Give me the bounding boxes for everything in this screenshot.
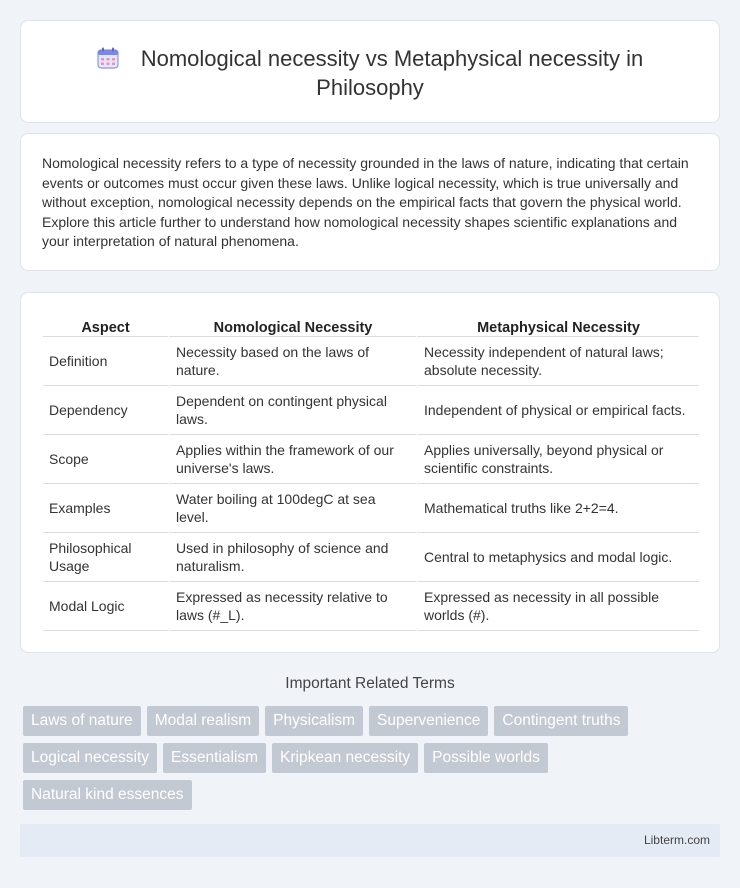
table-cell: Applies within the framework of our universe's laws. [168, 435, 416, 484]
intro-paragraph: Nomological necessity refers to a type of necessity grounded in the laws of nature, indicating that certain events or outcomes must occur given these laws. Unlike logical necessity, which is true universally and without exception, nomological necessity depends on the empirical facts that govern the physical world. Explore this article further to understand how nomological necessity shapes scientific explanations and your interpretation of natural phenomena. [42, 155, 689, 250]
table-cell: Definition [43, 337, 168, 386]
footer [20, 824, 720, 857]
table-cell: Necessity based on the laws of nature. [168, 337, 416, 386]
table-header-row [43, 316, 699, 337]
related-term-tag[interactable]: Possible worlds [424, 743, 548, 773]
table-row [43, 337, 699, 386]
column-header: Metaphysical Necessity [416, 316, 699, 337]
page-title [61, 44, 679, 102]
table-cell: Expressed as necessity relative to laws (#_L). [168, 582, 416, 631]
table-cell: Scope [43, 435, 168, 484]
table-cell: Independent of physical or empirical facts. [416, 386, 699, 435]
table-row [43, 582, 699, 631]
comparison-table [43, 316, 699, 631]
table-cell: Central to metaphysics and modal logic. [416, 533, 699, 582]
header-card [20, 20, 720, 123]
table-cell: Modal Logic [43, 582, 168, 631]
table-cell: Dependent on contingent physical laws. [168, 386, 416, 435]
table-cell: Expressed as necessity in all possible worlds (#). [416, 582, 699, 631]
table-cell: Philosophical Usage [43, 533, 168, 582]
column-header: Aspect [43, 316, 168, 337]
related-term-tag[interactable]: Supervenience [369, 706, 488, 736]
table-row [43, 435, 699, 484]
related-terms-list [23, 706, 703, 810]
column-header: Nomological Necessity [168, 316, 416, 337]
table-cell: Applies universally, beyond physical or scientific constraints. [416, 435, 699, 484]
footer-site-link[interactable]: Libterm.com [643, 833, 710, 847]
table-cell: Examples [43, 484, 168, 533]
calendar-icon [97, 47, 119, 69]
title-text: Nomological necessity vs Metaphysical necessity in Philosophy [140, 46, 644, 100]
related-term-tag[interactable]: Kripkean necessity [272, 743, 418, 773]
table-row [43, 386, 699, 435]
related-term-tag[interactable]: Physicalism [265, 706, 363, 736]
related-term-tag[interactable]: Logical necessity [23, 743, 157, 773]
related-term-tag[interactable]: Essentialism [163, 743, 266, 773]
table-row [43, 484, 699, 533]
related-term-tag[interactable]: Modal realism [147, 706, 259, 736]
related-terms-heading: Important Related Terms [285, 675, 455, 692]
intro-card [20, 133, 720, 271]
table-cell: Used in philosophy of science and naturalism. [168, 533, 416, 582]
table-row [43, 533, 699, 582]
related-term-tag[interactable]: Natural kind essences [23, 780, 192, 810]
related-term-tag[interactable]: Laws of nature [23, 706, 141, 736]
table-cell: Necessity independent of natural laws; absolute necessity. [416, 337, 699, 386]
related-term-tag[interactable]: Contingent truths [494, 706, 628, 736]
table-cell: Dependency [43, 386, 168, 435]
comparison-table-card [20, 292, 720, 653]
table-cell: Mathematical truths like 2+2=4. [416, 484, 699, 533]
table-cell: Water boiling at 100degC at sea level. [168, 484, 416, 533]
